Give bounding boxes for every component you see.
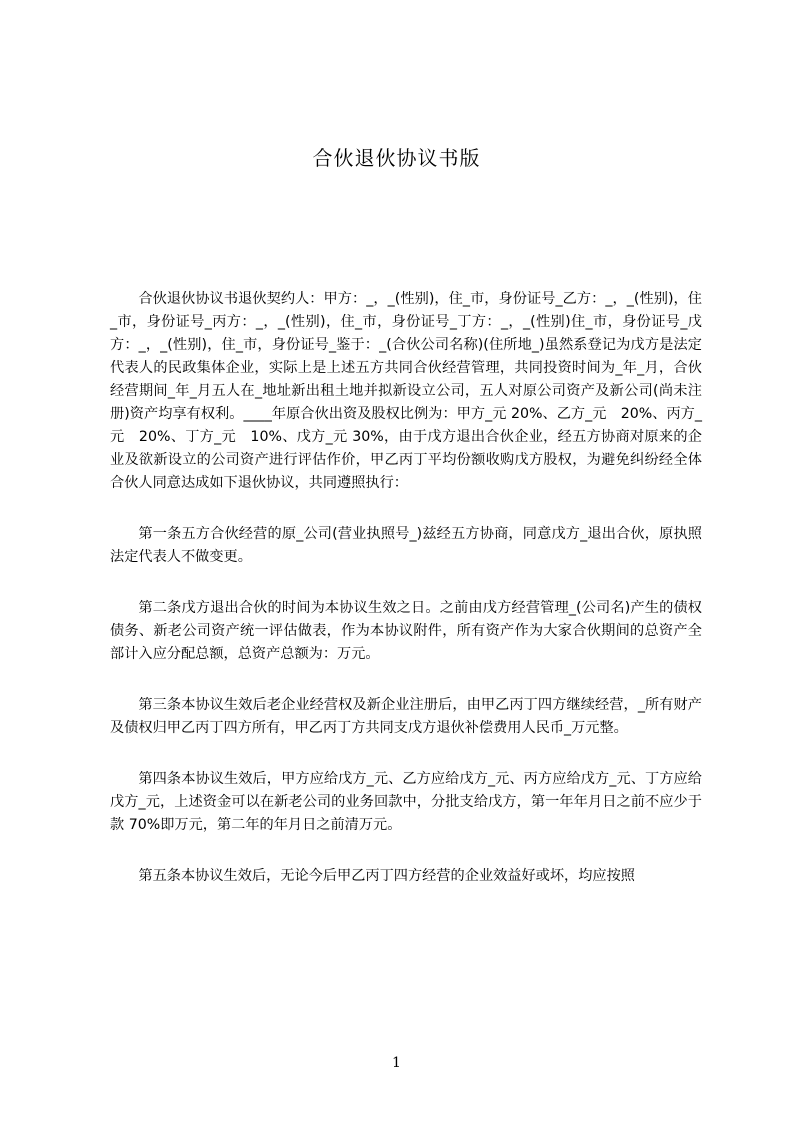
paragraph-article-3: 第三条本协议生效后老企业经营权及新企业注册后，由甲乙丙丁四方继续经营，_所有财产及债权归甲乙丙丁四方所有，甲乙丙丁方共同支戊方退伙补偿费用人民币_万元整。 (110, 697, 702, 736)
paragraph-article-1: 第一条五方合伙经营的原_公司(营业执照号_)兹经五方协商，同意戊方_退出合伙，原执照法定代表人不做变更。 (110, 526, 702, 565)
page-number: 1 (392, 1055, 401, 1071)
paragraph-article-2: 第二条戊方退出合伙的时间为本协议生效之日。之前由戊方经营管理_(公司名)产生的债权债务、新老公司资产统一评估做表，作为本协议附件，所有资产作为大家合伙期间的总资产全部计入应分配总额，总资产总额为：万元。 (110, 600, 702, 662)
paragraph-article-5: 第五条本协议生效后，无论今后甲乙丙丁四方经营的企业效益好或坏，均应按照 (138, 868, 635, 884)
document-body (110, 288, 702, 916)
paragraph-article-4: 第四条本协议生效后，甲方应给戊方_元、乙方应给戊方_元、丙方应给戊方_元、丁方应给戊方_元，上述资金可以在新老公司的业务回款中，分批支给戊方，第一年年月日之前不应少于款 70%即万元，第二年的年月日之前清万元。 (110, 771, 702, 833)
page-title: 合伙退伙协议书版 (312, 146, 481, 170)
paragraph-preamble: 合伙退伙协议书退伙契约人：甲方：_，_(性别)，住_市，身份证号_乙方：_，_(性别)，住_市，身份证号_丙方：_，_(性别)，住_市，身份证号_丁方：_，_(性别)住_市，身份证号_戊方：_，_(性别)，住_市，身份证号_鉴于：_(合伙公司名称)(住所地_)虽然系登记为戊方是法定代表人的民政集体企业，实际上是上述五方共同合伙经营管理，共同投资时间为_年_月，合伙经营期间_年_月五人在_地址新出租土地并拟新设立公司，五人对原公司资产及新公司(尚未注册)资产均享有权利。____年原合伙出资及股权比例为：甲方_元 20%、乙方_元 20%、丙方_元 20%、丁方_元 10%、戊方_元 30%，由于戊方退出合伙企业，经五方协商对原来的企业及欲新设立的公司资产进行评估作价，甲乙丙丁平均份额收购戊方股权，为避免纠纷经全体合伙人同意达成如下退伙协议，共同遵照执行： (110, 291, 702, 491)
